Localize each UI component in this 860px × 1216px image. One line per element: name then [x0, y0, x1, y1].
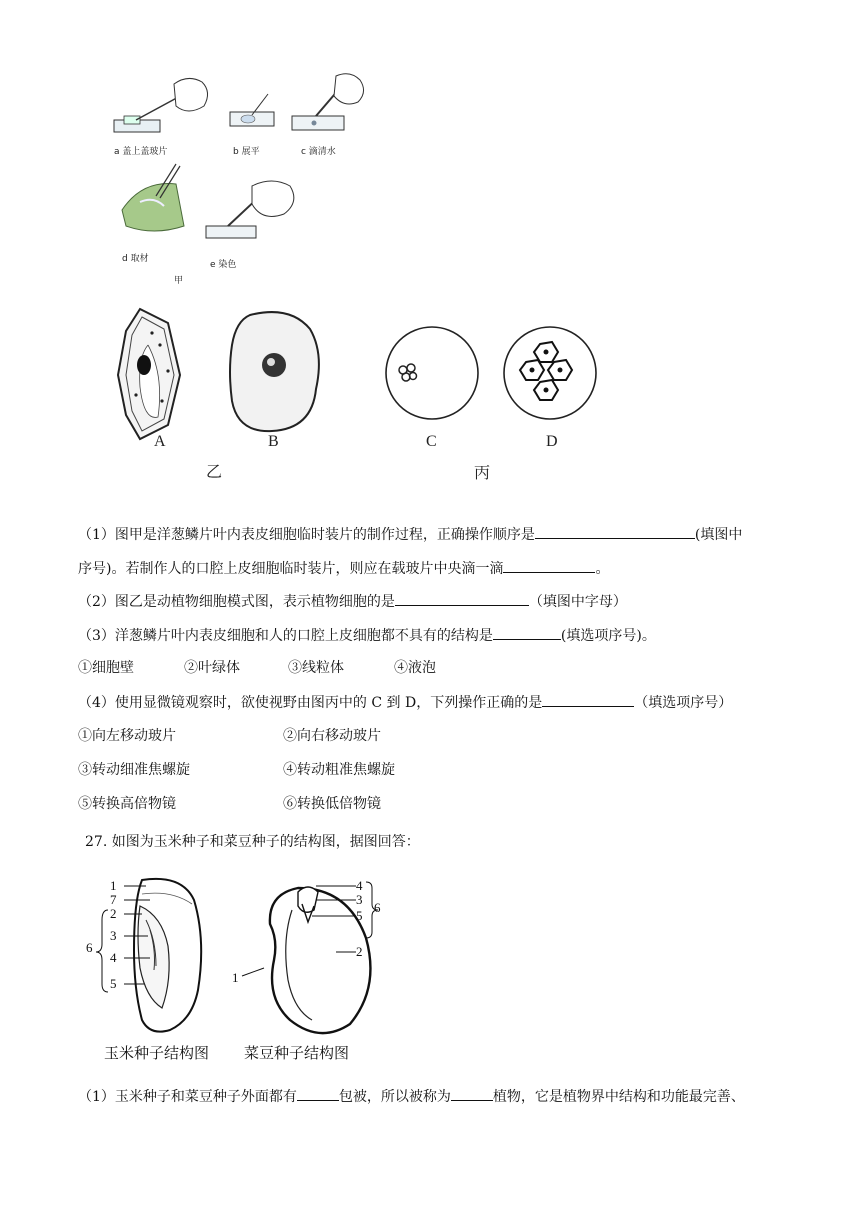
step-a-illustration: [114, 78, 208, 132]
q26-part4: （4）使用显微镜观察时，欲使视野由图丙中的 C 到 D，下列操作正确的是 （填选项序号）: [78, 692, 732, 713]
corn-label-5: 5: [110, 976, 117, 991]
figure-yi-label: 乙: [206, 462, 223, 481]
option: ④转动粗准焦螺旋: [283, 762, 395, 778]
seed-drawings: [80, 870, 400, 1040]
view-c-low-power: [386, 327, 478, 419]
q26-part4-options-row3: [78, 794, 478, 814]
q26-part1-line2: 序号)。若制作人的口腔上皮细胞临时装片，则应在载玻片中央滴一滴 。: [78, 558, 609, 579]
step-c-caption: c 滴清水: [301, 147, 336, 157]
q26-part3: （3）洋葱鳞片叶内表皮细胞和人的口腔上皮细胞都不具有的结构是 (填选项序号)。: [78, 625, 656, 646]
q26-part2: （2）图乙是动植物细胞模式图，表示植物细胞的是 （填图中字母）: [78, 591, 627, 612]
option: ②向右移动玻片: [283, 728, 381, 744]
bean-label-2: 2: [356, 944, 363, 959]
option: ⑤转换高倍物镜: [78, 796, 176, 812]
step-b-illustration: [230, 94, 274, 126]
answer-blank[interactable]: [503, 558, 595, 573]
figure-bing: [380, 320, 610, 485]
figure-yi-drawings: [110, 305, 350, 445]
q27-part1: （1）玉米种子和菜豆种子外面都有 包被，所以被称为 植物，它是植物界中结构和功能最完善、: [78, 1086, 745, 1107]
animal-cell-b: [230, 312, 319, 431]
step-b-caption: b 展平: [233, 147, 260, 157]
cell-label-b: B: [268, 433, 279, 450]
option: ④液泡: [394, 660, 436, 676]
corn-label-3: 3: [110, 928, 117, 943]
q26-part4-options-row1: [78, 726, 478, 746]
bean-label-1: 1: [232, 970, 239, 985]
answer-blank[interactable]: [451, 1086, 493, 1101]
answer-blank[interactable]: [542, 692, 634, 707]
view-d-high-power: [504, 327, 596, 419]
figure-jia-label: 甲: [174, 276, 184, 286]
q26-part4-options-row2: [78, 760, 478, 780]
answer-blank[interactable]: [493, 625, 561, 640]
step-c-illustration: [292, 74, 364, 130]
bean-seed-caption: 菜豆种子结构图: [244, 1044, 350, 1062]
figure-bing-drawings: [380, 320, 610, 430]
answer-blank[interactable]: [297, 1086, 339, 1101]
corn-label-7: 7: [110, 892, 117, 907]
figure-bing-label: 丙: [474, 463, 491, 482]
corn-label-1: 1: [110, 878, 117, 893]
option: ③线粒体: [288, 660, 344, 676]
step-e-caption: e 染色: [210, 260, 237, 270]
bean-label-6: 6: [374, 900, 381, 915]
bean-label-4: 4: [356, 878, 363, 893]
plant-cell-a: [118, 309, 180, 439]
corn-label-6: 6: [86, 940, 93, 955]
figure-yi: [110, 305, 350, 485]
answer-blank[interactable]: [395, 591, 529, 606]
step-e-illustration: [206, 181, 294, 238]
corn-seed-caption: 玉米种子结构图: [104, 1044, 210, 1062]
q27-title: 27. 如图为玉米种子和菜豆种子的结构图，据图回答：: [85, 834, 420, 850]
option: ②叶绿体: [184, 660, 240, 676]
option: ⑥转换低倍物镜: [283, 796, 381, 812]
figure-jia: [100, 70, 400, 290]
view-label-d: D: [546, 433, 558, 450]
step-d-illustration: [122, 164, 184, 231]
q26-part1-line1: （1）图甲是洋葱鳞片叶内表皮细胞临时装片的制作过程，正确操作顺序是 (填图中: [78, 524, 742, 545]
step-d-caption: d 取材: [122, 254, 149, 264]
bean-label-3: 3: [356, 892, 363, 907]
view-label-c: C: [426, 433, 437, 450]
option: ③转动细准焦螺旋: [78, 762, 190, 778]
step-a-caption: a 盖上盖玻片: [114, 147, 168, 157]
option: ①细胞壁: [78, 660, 134, 676]
option: ①向左移动玻片: [78, 728, 176, 744]
q26-part3-options: [78, 658, 436, 678]
bean-label-5: 5: [356, 908, 363, 923]
corn-label-2: 2: [110, 906, 117, 921]
figure-seeds: [80, 870, 400, 1065]
corn-label-4: 4: [110, 950, 117, 965]
cell-label-a: A: [154, 433, 166, 450]
answer-blank[interactable]: [535, 524, 695, 539]
